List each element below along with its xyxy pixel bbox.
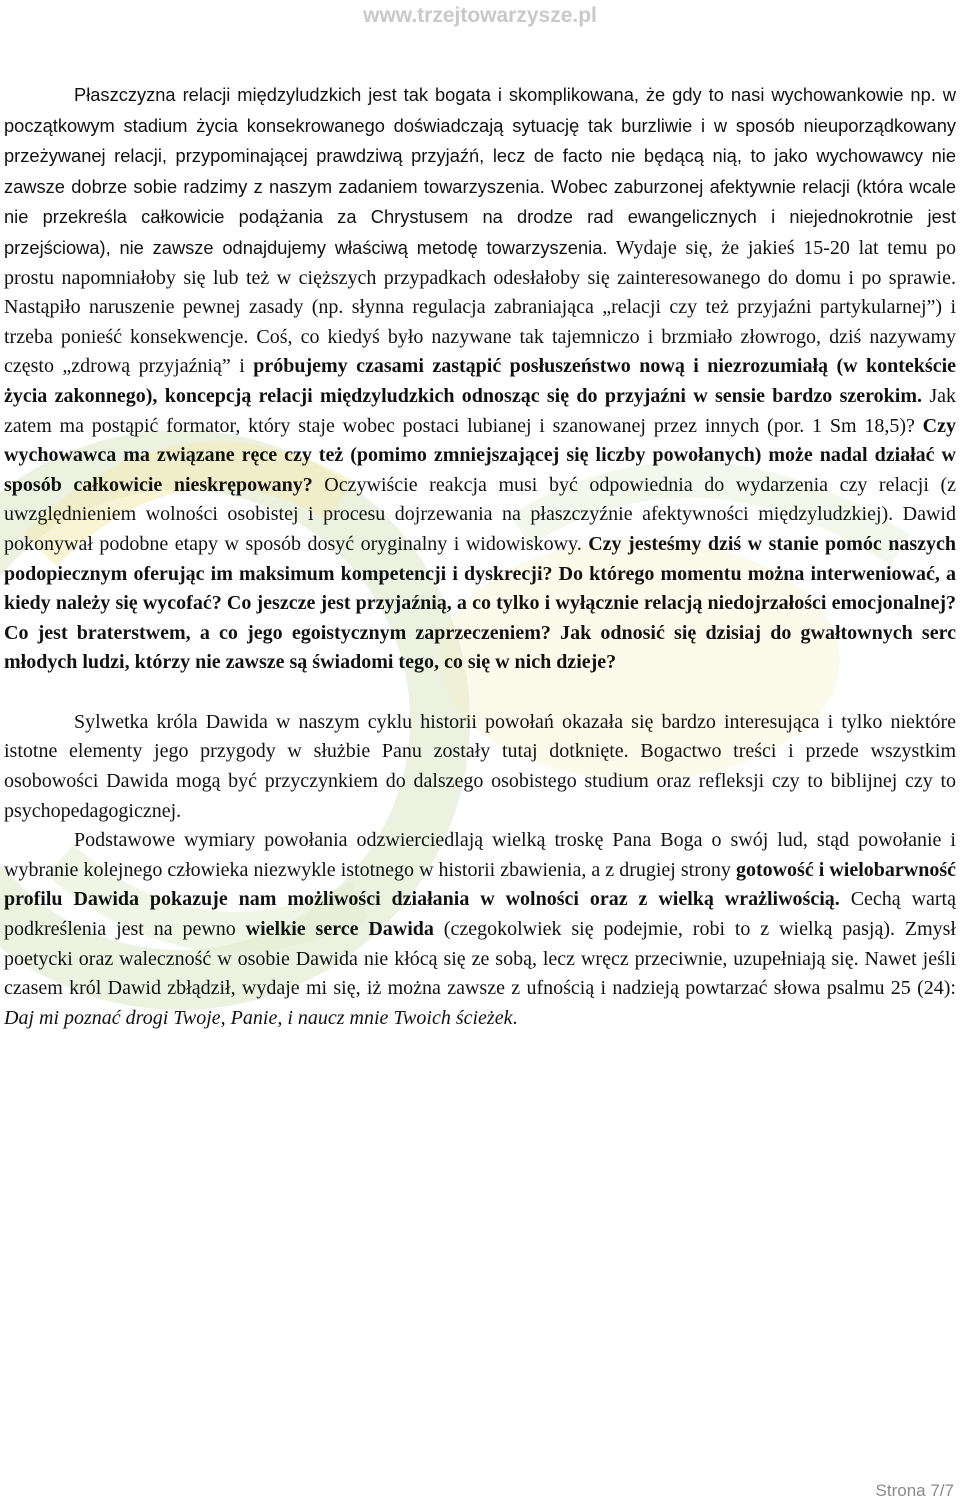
paragraph-1-text-2: Wobec zaburzonej afektywnie relacji (która wcale nie przekreśla całkowicie podążania za Chrystusem na drodze rad ewangelicznych i niejednokrotnie jest przejściowa), nie zawsze odnajdujemy właściwą metodę towarzyszenia.: [4, 175, 957, 258]
page-number: Strona 7/7: [875, 1481, 954, 1500]
paragraph-3-text-4: .: [512, 1006, 518, 1029]
paragraph-3-text-2: Cechą wartą podkreślenia jest na pewno: [4, 888, 956, 941]
site-url-header: www.trzejtowarzysze.pl: [363, 4, 597, 27]
paragraph-1-text-5: Jak zatem ma postąpić formator, który staje wobec postaci lubianej i szanowanej przez innych (por. 1 Sm 18,5)?: [4, 384, 956, 437]
psalm-quote: Daj mi poznać drogi Twoje, Panie, i naucz mnie Twoich ścieżek: [4, 1006, 513, 1029]
paragraph-1-bold-3: Czy jesteśmy dziś w stanie pomóc naszych podopiecznym oferując im maksimum kompetencji i dyskrecji? Do którego momentu można interweniować, a kiedy należy się wycofać? Co jeszcze jest przyjaźnią, a co tylko i wyłącznie relacją niedojrzałości emocjonalnej? Co jest braterstwem, a co jego egoistycznym zaprzeczeniem? Jak odnosić się dzisiaj do gwałtownych serc młodych ludzi, którzy nie zawsze są świadomi tego, co się w nich dzieje?: [4, 532, 956, 674]
paragraph-2: [4, 708, 956, 826]
paragraph-1-text-6: Oczywiście reakcja musi być odpowiednia do wydarzenia czy relacji (z uwzględnieniem wolności osobistej i procesu dojrzewania na płaszczyźnie afektywności międzyludzkiej). Dawid pokonywał podobne etapy w sposób dosyć oryginalny i widowiskowy.: [4, 473, 956, 555]
paragraph-1-text-1: Płaszczyzna relacji międzyludzkich jest tak bogata i skomplikowana, że gdy to nasi wychowankowie np. w początkowym stadium życia konsekrowanego doświadczają sytuację tak burzliwie i w sposób nieuporządkowany przeżywanej relacji, przypominającej prawdziwą przyjaźń, lecz de facto nie będącą nią, to jako wychowawcy nie zawsze dobrze sobie radzimy z naszym zadaniem towarzyszenia.: [4, 84, 956, 197]
paragraph-1-bold-1: próbujemy czasami zastąpić posłuszeństwo nową i niezrozumiałą (w kontekście życia zakonnego), koncepcją relacji międzyludzkich odnosząc się do przyjaźni w sensie bardzo szerokim.: [4, 355, 957, 407]
paragraph-3: [4, 826, 956, 1033]
paragraph-1-text-4: Coś, co kiedyś było nazywane tak tajemniczo i brzmiało złowrogo, dziś nazywamy często „zdrową przyjaźnią” i: [4, 325, 957, 378]
paragraph-3-text-3: (czegokolwiek się podejmie, robi to z wielką pasją). Zmysł poetycki oraz waleczność w osobie Dawida nie kłócą się ze sobą, lecz wręcz przeciwnie, uzupełniają się. Nawet jeśli czasem król Dawid zbłądził, wydaje mi się, iż można zawsze z ufnością i nadzieją powtarzać słowa psalmu 25 (24):: [4, 918, 956, 1000]
paragraph-3-text-1: Podstawowe wymiary powołania odzwierciedlają wielką troskę Pana Boga o swój lud, stąd powołanie i wybranie kolejnego człowieka niezwykle istotnego w historii zbawienia, a z drugiej strony: [4, 829, 956, 881]
paragraph-3-bold-1: gotowość i wielobarwność profilu Dawida pokazuje nam możliwości działania w wolności oraz z wielką wrażliwością.: [4, 858, 956, 911]
paragraph-1-bold-2: Czy wychowawca ma związane ręce czy też (pomimo zmniejszającej się liczby powołanych) może nadal działać w sposób całkowicie nieskrępowany?: [4, 414, 956, 496]
paragraph-3-bold-2: wielkie serce Dawida: [245, 918, 434, 941]
document-body: [4, 80, 956, 1033]
paragraph-2-text-1: Sylwetka króla Dawida w naszym cyklu historii powołań okazała się bardzo interesująca i tylko niektóre istotne elementy jego przygody w służbie Panu zostały tutaj dotknięte. Bogactwo treści i przede wszystkim osobowości Dawida mogą być przyczynkiem do dalszego osobistego studium oraz refleksji czy to biblijnej czy to psychopedagogicznej.: [4, 710, 956, 822]
paragraph-1-text-3: Wydaje się, że jakieś 15-20 lat temu po prostu napomniałoby się lub też w cięższych przypadkach odesłałoby się zainteresowanego do domu i po sprawie. Nastąpiło naruszenie pewnej zasady (np. słynna regulacja zabraniająca „relacji czy też przyjaźni partykularnej”) i trzeba ponieść konsekwencje.: [4, 236, 956, 348]
paragraph-1: [4, 80, 956, 678]
